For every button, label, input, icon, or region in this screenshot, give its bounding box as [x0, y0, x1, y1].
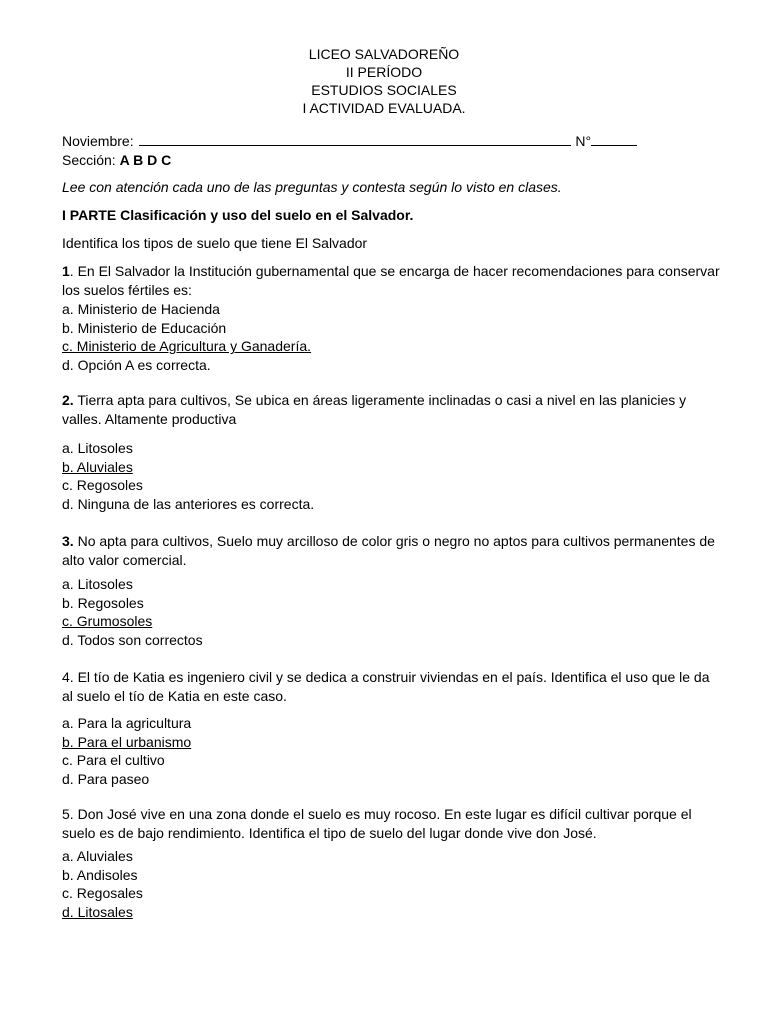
- period-label: II PERÍODO: [345, 64, 423, 80]
- option-b-selected[interactable]: b. Aluviales: [62, 458, 133, 475]
- question-1-options: [62, 300, 722, 375]
- number-label: N°: [575, 133, 592, 149]
- part-intro: Identifica los tipos de suelo que tiene El Salvador: [62, 235, 368, 251]
- option-c-selected[interactable]: c. Grumosoles: [62, 613, 153, 630]
- subject-label: ESTUDIOS SOCIALES: [311, 82, 457, 98]
- option-c[interactable]: c. Regosales: [62, 885, 143, 902]
- question-stem: Don José vive en una zona donde el suelo es muy rocoso. En este lugar es difícil cultivar porque el suelo es de bajo rendimiento. Identifica el tipo de suelo del lugar donde vive don José.: [62, 806, 692, 841]
- question-5-options: [62, 847, 722, 922]
- month-label: Noviembre:: [62, 133, 134, 149]
- question-stem: No apta para cultivos, Suelo muy arcilloso de color gris o negro no aptos para cultivos permanentes de alto valor comercial.: [62, 533, 715, 568]
- question-number: 5.: [62, 806, 74, 822]
- section-label: Sección:: [62, 152, 116, 168]
- option-a[interactable]: a. Aluviales: [62, 848, 133, 864]
- exam-header: [0, 45, 768, 117]
- month-row: [62, 132, 637, 151]
- option-d[interactable]: d. Ninguna de las anteriores es correcta.: [62, 496, 315, 513]
- question-4-text: [62, 668, 722, 706]
- option-c-selected[interactable]: c. Ministerio de Agricultura y Ganadería.: [62, 338, 312, 355]
- option-d-selected[interactable]: d. Litosales: [62, 904, 133, 921]
- option-b[interactable]: b. Ministerio de Educación: [62, 319, 227, 336]
- question-number: 1: [62, 263, 70, 279]
- option-a[interactable]: a. Litosoles: [62, 576, 133, 592]
- option-b[interactable]: b. Regosoles: [62, 594, 144, 611]
- question-number: 2.: [62, 392, 74, 408]
- question-3-options: [62, 575, 722, 650]
- option-b-selected[interactable]: b. Para el urbanismo: [62, 733, 192, 750]
- activity-label: I ACTIVIDAD EVALUADA.: [302, 100, 466, 116]
- question-3-text: [62, 532, 722, 570]
- option-d[interactable]: d. Opción A es correcta.: [62, 357, 211, 374]
- question-stem: . En El Salvador la Institución gubernamental que se encarga de hacer recomendaciones para conservar los suelos fértiles es:: [62, 263, 720, 298]
- option-a[interactable]: a. Ministerio de Hacienda: [62, 301, 220, 317]
- question-number: 3.: [62, 533, 74, 549]
- option-d[interactable]: d. Para paseo: [62, 771, 150, 788]
- question-2-text: [62, 391, 722, 429]
- question-2-options: [62, 439, 722, 514]
- question-stem: El tío de Katia es ingeniero civil y se dedica a construir viviendas en el país. Identifica el uso que le da al suelo el tío de Katia en este caso.: [62, 669, 710, 704]
- question-4-options: [62, 714, 722, 789]
- name-blank[interactable]: [139, 132, 571, 146]
- option-c[interactable]: c. Regosoles: [62, 477, 143, 494]
- number-blank[interactable]: [591, 132, 637, 146]
- option-a[interactable]: a. Para la agricultura: [62, 715, 192, 731]
- school-name: LICEO SALVADOREÑO: [308, 46, 460, 62]
- option-d[interactable]: d. Todos son correctos: [62, 632, 203, 649]
- question-stem: Tierra apta para cultivos, Se ubica en áreas ligeramente inclinadas o casi a nivel en las planicies y valles. Altamente productiva: [62, 392, 687, 427]
- part-title: I PARTE Clasificación y uso del suelo en el Salvador.: [62, 207, 414, 223]
- option-a[interactable]: a. Litosoles: [62, 440, 133, 456]
- question-number: 4.: [62, 669, 74, 685]
- section-row: [62, 151, 171, 170]
- option-b[interactable]: b. Andisoles: [62, 866, 138, 883]
- instructions: Lee con atención cada uno de las preguntas y contesta según lo visto en clases.: [62, 179, 562, 195]
- question-1-text: [62, 262, 722, 300]
- question-5-text: [62, 805, 722, 843]
- option-c[interactable]: c. Para el cultivo: [62, 752, 165, 769]
- section-value: A B D C: [119, 152, 172, 168]
